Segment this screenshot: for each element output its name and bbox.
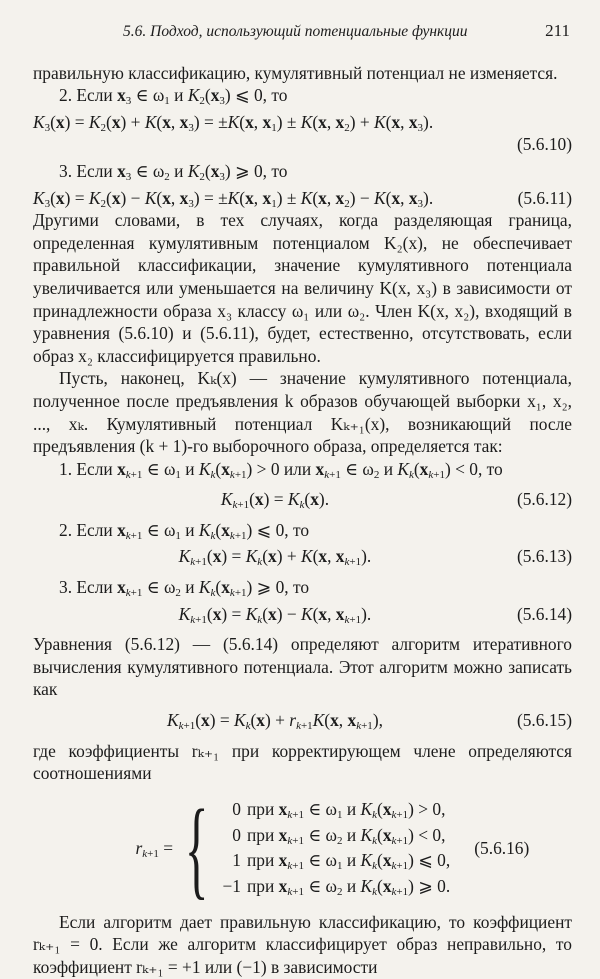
paragraph-5: Если алгоритм дает правильную классификацию, то коэффициент rₖ₊₁ = 0. Если же алгоритм классифицирует образ неправильно, то коэффициент rₖ₊₁ = +1 или (−1) в зависимости: [33, 911, 572, 977]
equation-5-6-12: $K_{k+1}(x) = K_k(x)$. (5.6.12): [220, 489, 572, 512]
running-header: [33, 20, 572, 44]
page-number: 211: [545, 21, 570, 40]
equation-5-6-16: $r_{k+1}$ = { 0 при $x_{k+1}$ ∈ $\omega_1$ и $K_k(x_{k+1}) > 0$, 0 при $x_{k+1}$ ∈ $\omega_2$ и $K_k(x_{k+1}) < 0$, 1 при $x_{k+1}$ ∈ $\omega_1$ и $K_k(x_{k+1})$ ⩽ 0, −1 при $x_{k+1}$ ∈ $\omega_2$ и $K_k(x_{k+1})$ ⩾ 0. (5.6.16): [135, 786, 530, 909]
left-brace-icon: {: [184, 786, 209, 909]
cases-rows: [211, 798, 450, 897]
paragraph-3: Уравнения (5.6.12) — (5.6.14) определяют алгоритм итеративного вычисления кумулятивного потенциала. Этот алгоритм можно записать как: [33, 634, 572, 700]
equation-5-6-10-tag: (5.6.10): [516, 134, 572, 155]
paragraph-2: Пусть, наконец, Kₖ(x) — значение кумулятивного потенциала, полученное после предъявления k образов обучающей выборки x₁, x₂, ..., xₖ. Кумулятивный потенциал Kₖ₊₁(x), возникающий после предъявления (k + 1)-го выборочного образа, определяется так:: [33, 368, 572, 457]
equation-5-6-10: $K_3(x) = K_2(x) + K(x$, $x_3) = \pm K(x$, $x_1) \pm K(x$, $x_2) + K(x$, $x_3$).: [33, 111, 434, 134]
cases-row: −1 при $x_{k+1}$ ∈ $\omega_2$ и $K_k(x_{k+1})$ ⩾ 0.: [222, 875, 451, 898]
cases-row: 0 при $x_{k+1}$ ∈ $\omega_2$ и $K_k(x_{k+1}) < 0$,: [232, 824, 446, 847]
paragraph-1: Другими словами, в тех случаях, когда разделяющая граница, определенная кумулятивным потенциалом K₂(x), не обеспечивает правильной классификации, значение кумулятивного потенциала увеличивается или уменьшается на величину K(x, x₃) в зависимости от принадлежности образа x₃ классу ω₁ или ω₂. Член K(x, x₂), входящий в уравнения (5.6.10) и (5.6.11), будет, естественно, отсутствовать, если образ x₂ классифицируется правильно.: [33, 210, 572, 366]
rule-1-condition: 1. Если $x_{k+1}$ ∈ $\omega_1$ и $K_k(x_{k+1}) > 0$ или $x_{k+1}$ ∈ $\omega_2$ и $K_k(x_{k+1}) < 0$, то: [59, 458, 503, 481]
equation-5-6-13: $K_{k+1}(x) = K_k(x) + K(x$, $x_{k+1}$). (5.6.13): [178, 546, 572, 569]
cases-row: 1 при $x_{k+1}$ ∈ $\omega_1$ и $K_k(x_{k+1})$ ⩽ 0,: [232, 850, 451, 873]
rule-3-condition: 3. Если $x_{k+1}$ ∈ $\omega_2$ и $K_k(x_{k+1})$ ⩾ 0, то: [59, 577, 310, 600]
paragraph-0: правильную классификацию, кумулятивный потенциал не изменяется.: [33, 62, 558, 83]
equation-5-6-15: $K_{k+1}(x) = K_k(x) + r_{k+1}K(x$, $x_{k+1}$), (5.6.15): [166, 710, 572, 733]
paragraph-4: где коэффициенты rₖ₊₁ при корректирующем члене определяются соотношениями: [33, 740, 572, 784]
case-3-condition: 3. Если $x_3$ ∈ $\omega_2$ и $K_2(x_3)$ ⩾ 0, то: [59, 160, 288, 183]
cases-row: 0 при $x_{k+1}$ ∈ $\omega_1$ и $K_k(x_{k+1}) > 0$,: [232, 799, 446, 822]
rule-2-condition: 2. Если $x_{k+1}$ ∈ $\omega_1$ и $K_k(x_{k+1})$ ⩽ 0, то: [59, 519, 310, 542]
equation-5-6-11: $K_3(x) = K_2(x) - K(x$, $x_3) = \pm K(x$, $x_1) \pm K(x$, $x_2) - K(x$, $x_3$). (5.6.11): [33, 187, 572, 210]
equation-5-6-14: $K_{k+1}(x) = K_k(x) - K(x$, $x_{k+1}$). (5.6.14): [178, 603, 572, 626]
section-title: 5.6. Подход, использующий потенциальные функции: [123, 23, 468, 40]
case-2-condition: 2. Если $x_3$ ∈ $\omega_1$ и $K_2(x_3)$ ⩽ 0, то: [59, 85, 288, 108]
